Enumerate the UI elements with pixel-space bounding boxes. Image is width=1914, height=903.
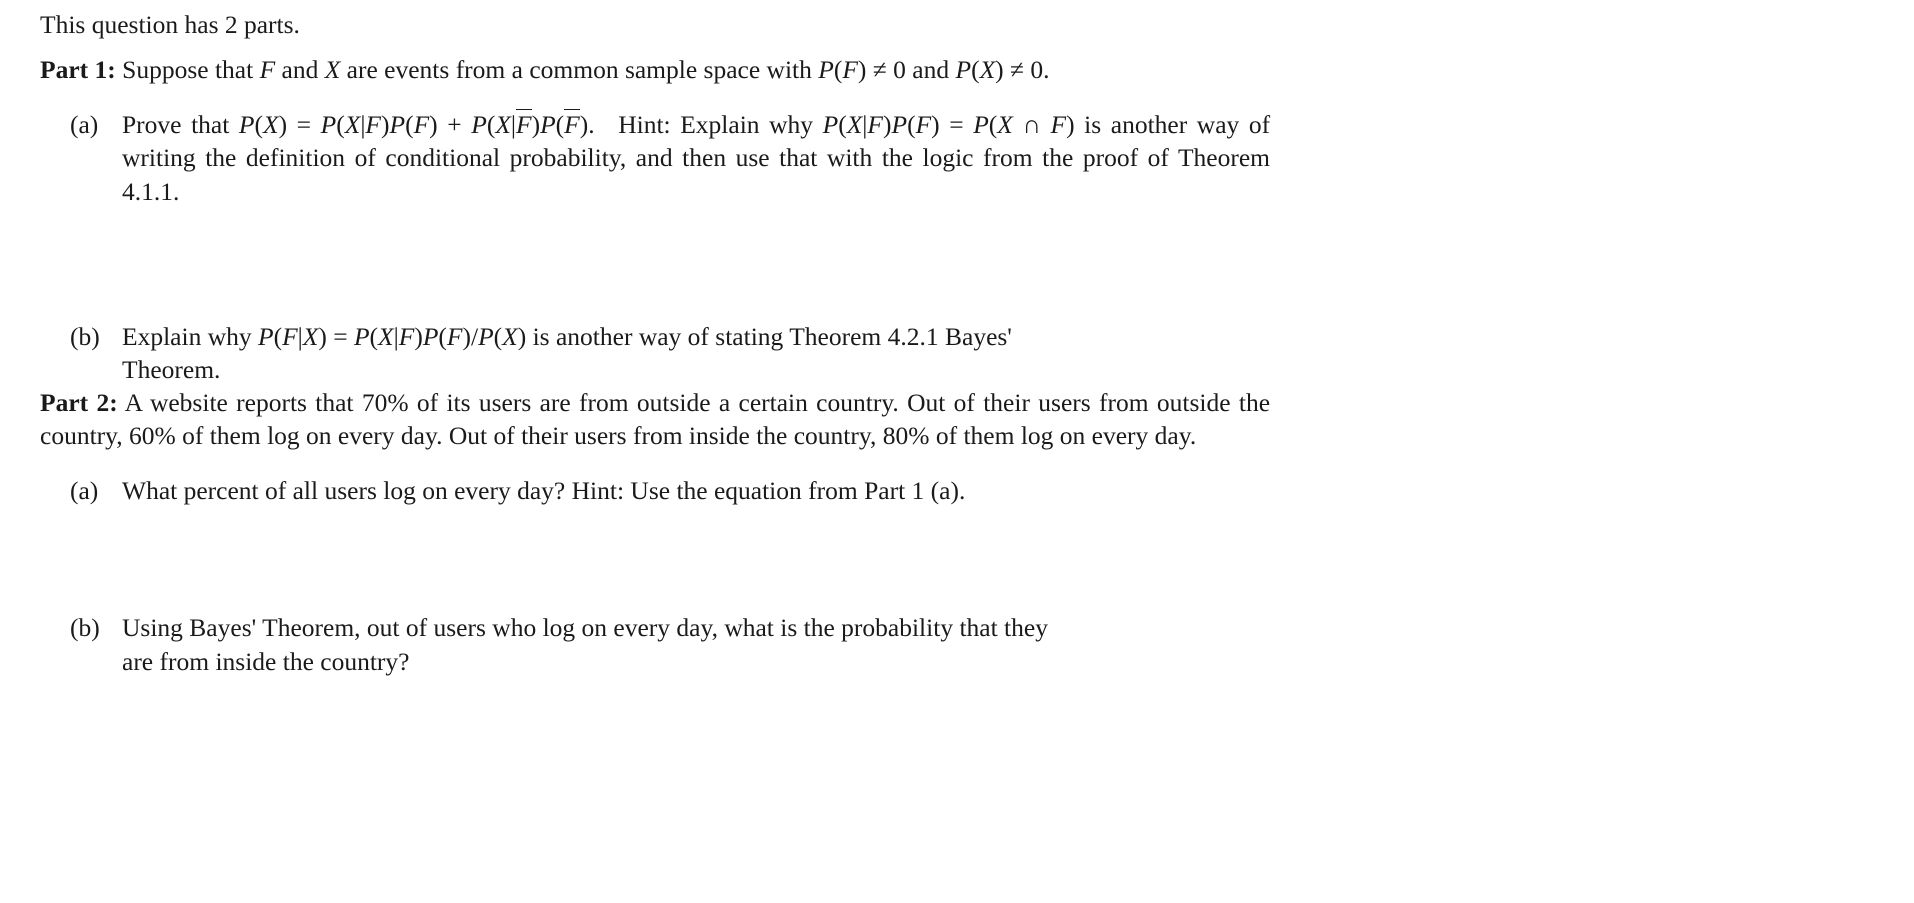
list-item <box>70 611 1270 677</box>
item-marker: (a) <box>70 110 99 140</box>
overline <box>564 109 580 111</box>
part-2-items <box>40 474 1270 507</box>
part-1-text-c: are events from a common sample space with <box>346 55 812 85</box>
part-1-items <box>40 108 1270 207</box>
intro-line: This question has 2 parts. <box>40 10 300 39</box>
part-2-text-line2: from outside the country, 60% of them log on every day. Out of their users from inside the country, <box>40 387 1271 451</box>
F-bar: F <box>564 110 580 140</box>
overline <box>516 109 532 111</box>
item-marker: (b) <box>70 613 100 643</box>
spacer <box>40 90 1270 108</box>
math-x-cap-f: P(X ∩ F) <box>973 110 1075 140</box>
answer-space-1a <box>40 208 1270 320</box>
math-X: X <box>324 55 341 85</box>
item-text: Using Bayes' Theorem, out of users who log on every day, what is the probability that they are from inside the country? <box>122 613 1048 676</box>
document-body <box>40 8 1270 678</box>
math-bayes-equation: P(F|X) = P(X|F)P(F)/P(X) <box>257 321 527 351</box>
item-text: What percent of all users log on every day? Hint: Use the equation from Part 1 (a). <box>122 476 966 506</box>
math-px-equation: P(X) = P(X|F)P(F) + P(X| F)P( F). <box>239 110 595 139</box>
part-1-text-b: and <box>281 55 319 85</box>
item-text: Explain why P(F|X) = P(X|F)P(F)/P(X) is another way of stating Theorem 4.2.1 Bayes' Theorem. <box>122 321 1012 384</box>
part-1-text-a: Suppose that <box>122 55 254 85</box>
part-1-text-d: and <box>912 55 950 85</box>
part-1-items-b <box>40 320 1270 386</box>
math-F: F <box>259 55 276 85</box>
part-1-label: Part 1: <box>40 55 116 85</box>
F-bar: F <box>516 110 532 140</box>
list-item <box>70 108 1270 207</box>
part-2-label: Part 2: <box>40 387 118 417</box>
part-2-items-b <box>40 611 1270 677</box>
item-text: Prove that P(X) = P(X|F)P(F) + P(X| F)P( F). Hint: Explain why P(X|F)P(F) = P(X ∩ F) is another way of writing the definition of conditional probability, and then use that with the logic from the proof of Theorem 4.1.1. <box>122 110 1271 206</box>
spacer <box>40 456 1270 474</box>
list-item <box>70 320 1270 386</box>
answer-space-2a <box>40 507 1270 611</box>
part-2-heading <box>40 386 1270 452</box>
list-item <box>70 474 1270 507</box>
item-marker: (b) <box>70 321 100 351</box>
item-marker: (a) <box>70 476 99 506</box>
part-2-text-line1: A website reports that 70% of its users are from outside a certain country. Out of their users <box>124 387 1091 417</box>
math-pxf-pf: P(X|F)P(F) = <box>822 110 964 140</box>
math-PF-neq-0: P(F) ≠ 0 <box>818 55 906 85</box>
part-1-heading <box>40 53 1270 86</box>
math-PX-neq-0: P(X) ≠ 0. <box>955 55 1050 85</box>
part-2-text-line3: 80% of them log on every day. <box>882 421 1197 451</box>
